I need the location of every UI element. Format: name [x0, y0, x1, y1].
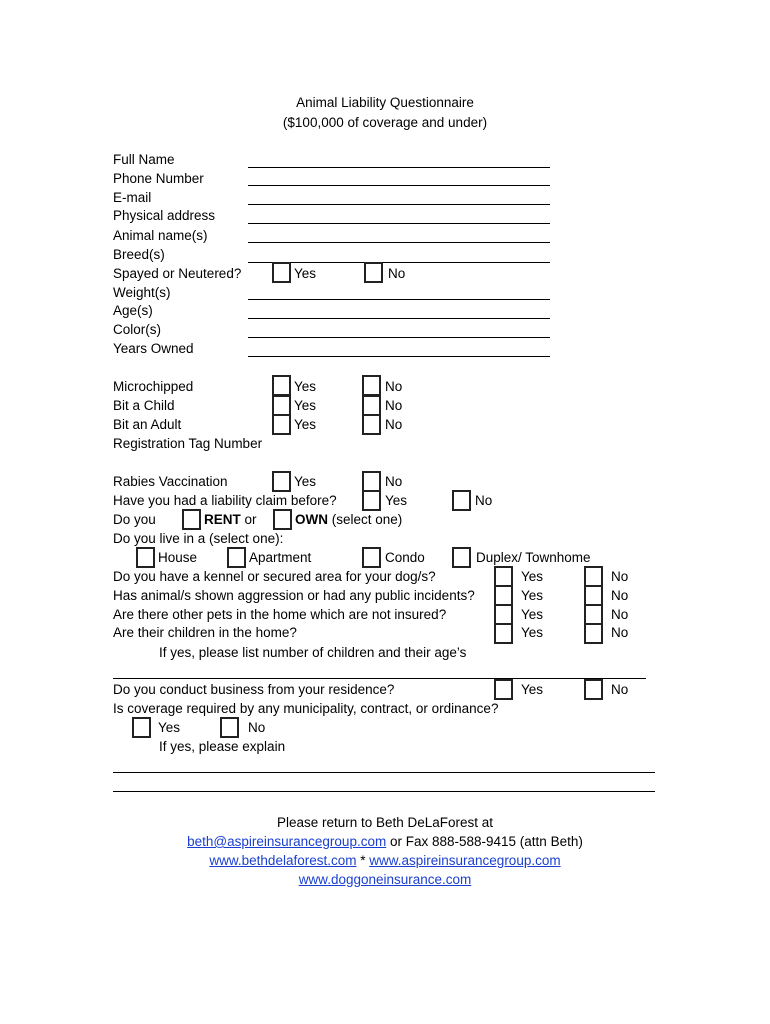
aggression-yes-label: Yes: [521, 588, 544, 603]
other-pets-no-checkbox[interactable]: [584, 604, 603, 625]
children-list-field[interactable]: [113, 678, 646, 679]
kennel-label: Do you have a kennel or secured area for your dog/s?: [113, 569, 436, 584]
contact-line: [0, 834, 770, 850]
apartment-label: Apartment: [249, 550, 312, 565]
other-pets-no-label: No: [611, 607, 629, 622]
full-name-label: Full Name: [113, 152, 175, 167]
doggone-link[interactable]: www.doggoneinsurance.com: [298, 872, 472, 887]
animal-names-label: Animal name(s): [113, 228, 208, 243]
or-text: or: [240, 512, 257, 527]
aggression-label: Has animal/s shown aggression or had any public incidents?: [113, 588, 475, 603]
own-text: OWN: [295, 512, 328, 527]
liability-claim-yes-label: Yes: [385, 493, 408, 508]
microchipped-label: Microchipped: [113, 379, 194, 394]
bit-child-no-label: No: [385, 398, 403, 413]
duplex-label: Duplex/ Townhome: [476, 550, 591, 565]
address-field[interactable]: [248, 223, 550, 224]
rabies-yes-label: Yes: [294, 474, 317, 489]
condo-label: Condo: [385, 550, 425, 565]
colors-field[interactable]: [248, 337, 550, 338]
return-to-text: Please return to Beth DeLaForest at: [276, 815, 494, 830]
bit-adult-label: Bit an Adult: [113, 417, 182, 432]
rabies-no-checkbox[interactable]: [362, 471, 381, 492]
breeds-label: Breed(s): [113, 247, 165, 262]
microchipped-yes-label: Yes: [294, 379, 317, 394]
coverage-required-label: Is coverage required by any municipality, contract, or ordinance?: [113, 701, 499, 716]
breeds-field[interactable]: [248, 262, 550, 263]
fax-text: or Fax 888-588-9415 (attn Beth): [386, 834, 583, 849]
ages-label: Age(s): [113, 303, 153, 318]
explain-label: If yes, please explain: [159, 739, 286, 754]
coverage-no-checkbox[interactable]: [220, 717, 239, 738]
years-owned-label: Years Owned: [113, 341, 194, 356]
liability-claim-yes-checkbox[interactable]: [362, 490, 381, 511]
email-field[interactable]: [248, 204, 550, 205]
spayed-label: Spayed or Neutered?: [113, 266, 242, 281]
explain-field-1[interactable]: [113, 772, 655, 773]
kennel-no-label: No: [611, 569, 629, 584]
spayed-no-checkbox[interactable]: [364, 262, 383, 283]
address-label: Physical address: [113, 208, 216, 223]
rent-text: RENT: [204, 512, 241, 527]
bit-adult-no-checkbox[interactable]: [362, 414, 381, 435]
select-one-text: (select one): [328, 512, 403, 527]
condo-checkbox[interactable]: [362, 547, 381, 568]
websites-line: [0, 853, 770, 869]
other-pets-yes-label: Yes: [521, 607, 544, 622]
email-link[interactable]: beth@aspireinsurancegroup.com: [187, 834, 387, 849]
years-owned-field[interactable]: [248, 356, 550, 357]
bit-child-no-checkbox[interactable]: [362, 395, 381, 416]
liability-claim-no-label: No: [475, 493, 493, 508]
animal-names-field[interactable]: [248, 242, 550, 243]
own-label: [295, 512, 402, 528]
form-subtitle: ($100,000 of coverage and under): [282, 115, 488, 130]
weights-field[interactable]: [248, 299, 550, 300]
full-name-field[interactable]: [248, 167, 550, 168]
business-no-checkbox[interactable]: [584, 679, 603, 700]
children-no-label: No: [611, 625, 629, 640]
ages-field[interactable]: [248, 318, 550, 319]
children-yes-checkbox[interactable]: [494, 623, 513, 644]
liability-claim-no-checkbox[interactable]: [452, 490, 471, 511]
doggone-line: [0, 872, 770, 888]
coverage-yes-label: Yes: [158, 720, 181, 735]
explain-field-2[interactable]: [113, 791, 655, 792]
house-checkbox[interactable]: [136, 547, 155, 568]
do-you-label: Do you: [113, 512, 156, 527]
spayed-yes-label: Yes: [294, 266, 317, 281]
rabies-label: Rabies Vaccination: [113, 474, 228, 489]
microchipped-no-checkbox[interactable]: [362, 375, 381, 396]
phone-field[interactable]: [248, 185, 550, 186]
coverage-yes-checkbox[interactable]: [132, 717, 151, 738]
live-in-label: Do you live in a (select one):: [113, 531, 284, 546]
bit-child-label: Bit a Child: [113, 398, 175, 413]
kennel-no-checkbox[interactable]: [584, 566, 603, 587]
phone-label: Phone Number: [113, 171, 204, 186]
business-yes-label: Yes: [521, 682, 544, 697]
colors-label: Color(s): [113, 322, 162, 337]
weights-label: Weight(s): [113, 285, 171, 300]
bit-child-yes-checkbox[interactable]: [272, 395, 291, 416]
business-yes-checkbox[interactable]: [494, 679, 513, 700]
bit-adult-no-label: No: [385, 417, 403, 432]
own-checkbox[interactable]: [273, 509, 292, 530]
aggression-no-checkbox[interactable]: [584, 585, 603, 606]
bit-child-yes-label: Yes: [294, 398, 317, 413]
separator-text: *: [356, 853, 370, 868]
house-label: House: [158, 550, 198, 565]
aggression-no-label: No: [611, 588, 629, 603]
spayed-no-label: No: [388, 266, 406, 281]
business-label: Do you conduct business from your residence?: [113, 682, 395, 697]
microchipped-no-label: No: [385, 379, 403, 394]
business-no-label: No: [611, 682, 629, 697]
kennel-yes-checkbox[interactable]: [494, 566, 513, 587]
children-list-label: If yes, please list number of children and their age’s: [159, 645, 467, 660]
rabies-no-label: No: [385, 474, 403, 489]
duplex-checkbox[interactable]: [452, 547, 471, 568]
other-pets-label: Are there other pets in the home which are not insured?: [113, 607, 447, 622]
rent-checkbox[interactable]: [182, 509, 201, 530]
aspire-link[interactable]: www.aspireinsurancegroup.com: [369, 853, 561, 868]
microchipped-yes-checkbox[interactable]: [272, 375, 291, 396]
registration-label: Registration Tag Number: [113, 436, 263, 451]
children-yes-label: Yes: [521, 625, 544, 640]
bit-adult-yes-checkbox[interactable]: [272, 414, 291, 435]
bit-adult-yes-label: Yes: [294, 417, 317, 432]
rabies-yes-checkbox[interactable]: [272, 471, 291, 492]
liability-claim-label: Have you had a liability claim before?: [113, 493, 337, 508]
children-label: Are their children in the home?: [113, 625, 297, 640]
form-title: Animal Liability Questionnaire: [296, 95, 474, 110]
kennel-yes-label: Yes: [521, 569, 544, 584]
apartment-checkbox[interactable]: [227, 547, 246, 568]
children-no-checkbox[interactable]: [584, 623, 603, 644]
spayed-yes-checkbox[interactable]: [272, 262, 291, 283]
other-pets-yes-checkbox[interactable]: [494, 604, 513, 625]
bethdelaforest-link[interactable]: www.bethdelaforest.com: [209, 853, 357, 868]
aggression-yes-checkbox[interactable]: [494, 585, 513, 606]
email-label: E-mail: [113, 190, 152, 205]
coverage-no-label: No: [248, 720, 266, 735]
rent-label: [204, 512, 257, 528]
